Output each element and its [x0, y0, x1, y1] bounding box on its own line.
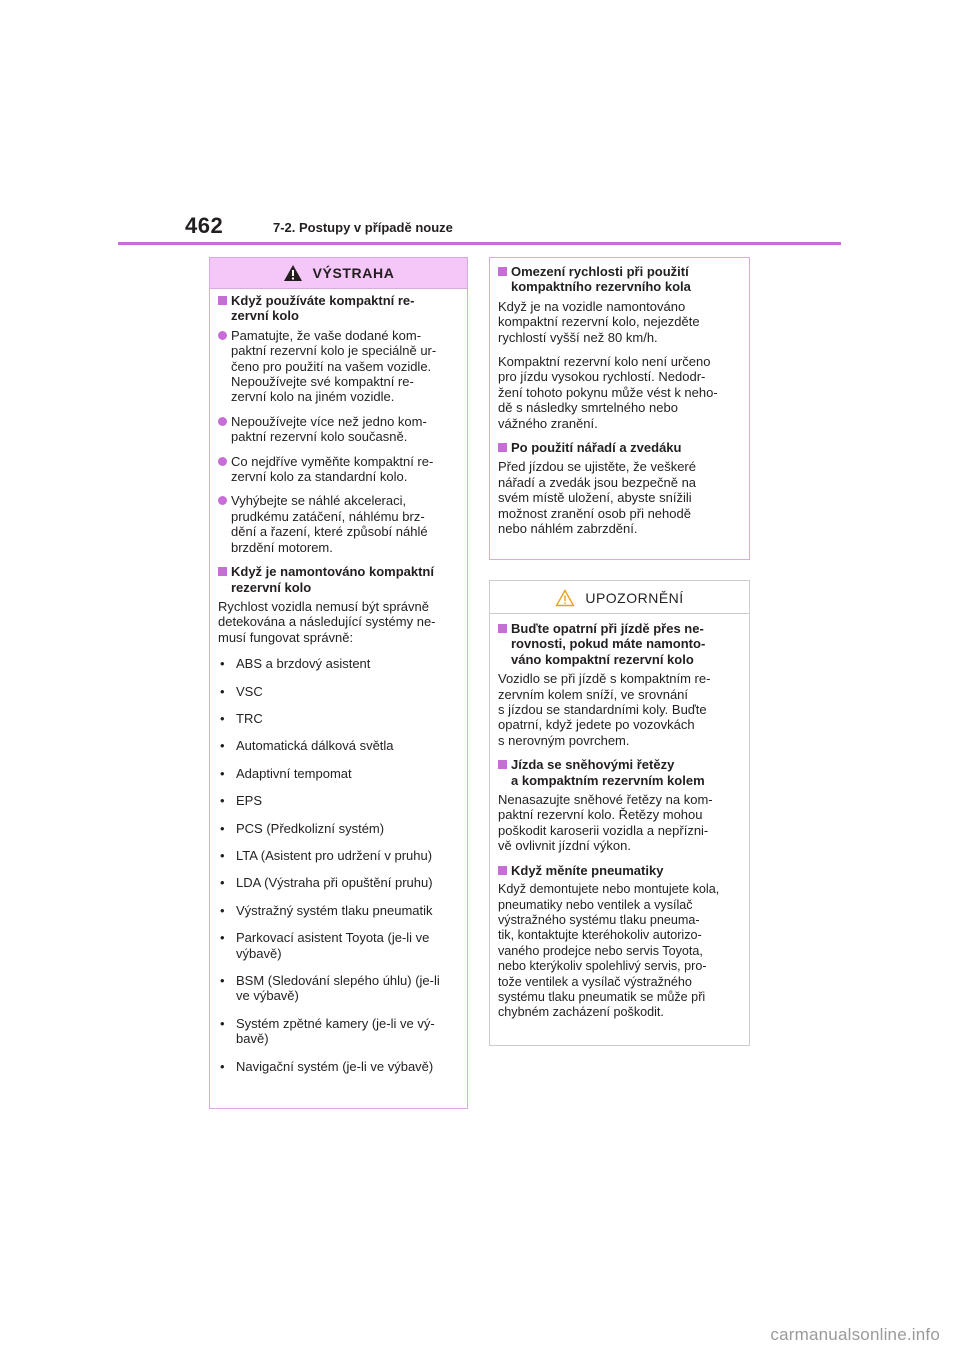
square-bullet-icon — [218, 296, 227, 305]
header-rule — [118, 242, 841, 245]
item-text: ABS a brzdový asistent — [236, 656, 371, 672]
paragraph: Před jízdou se ujistěte, že veškeré nářadí a zvedák jsou bezpečně na svém místě uložení, abyste snížili možnost zranění osob při nehodě nebo náhlém zabrzdění. — [498, 459, 697, 537]
list-item: • Výstražný systém tlaku pneumatik — [220, 902, 433, 918]
list-item: • BSM (Sledování slepého úhlu) (je-li ve výbavě) — [220, 973, 440, 1004]
item-text: LDA (Výstraha při opuštění pruhu) — [236, 875, 433, 891]
heading-text: Buďte opatrní při jízdě přes ne- rovnosti, pokud máte namonto- váno kompaktní rezervní kolo — [511, 621, 706, 667]
square-bullet-icon — [498, 624, 507, 633]
paragraph: Když je na vozidle namontováno kompaktní rezervní kolo, nejezděte rychlostí vyšší než 80 km/h. — [498, 298, 700, 345]
heading-text: Po použití nářadí a zvedáku — [511, 440, 682, 456]
round-bullet-icon — [218, 331, 227, 340]
list-item: • LDA (Výstraha při opuštění pruhu) — [220, 875, 433, 891]
heading-text: Jízda se sněhovými řetězy a kompaktním rezervním kolem — [511, 757, 705, 788]
list-item: • EPS — [220, 793, 263, 809]
item-text: Adaptivní tempomat — [236, 765, 352, 781]
heading-text: Když je namontováno kompaktní rezervní kolo — [231, 564, 434, 595]
bullet-text: Nepoužívejte více než jedno kom- paktní rezervní kolo současně. — [231, 413, 427, 445]
list-item: • Systém zpětné kamery (je-li ve vý- bavě) — [220, 1015, 435, 1047]
notice-box — [489, 580, 750, 1046]
section-heading — [498, 264, 739, 295]
item-text: Navigační systém (je-li ve výbavě) — [236, 1058, 434, 1074]
list-item: • Adaptivní tempomat — [220, 765, 352, 781]
item-text: Systém zpětné kamery (je-li ve vý- bavě) — [236, 1015, 435, 1047]
list-item: • TRC — [220, 710, 263, 726]
list-item — [218, 414, 457, 445]
paragraph: Rychlost vozidla nemusí být správně detekována a následující systémy ne- musí fungovat správně: — [218, 598, 436, 645]
square-bullet-icon — [498, 443, 507, 452]
notice-box-header — [490, 581, 749, 614]
section-heading — [498, 863, 739, 878]
list-item: • Automatická dálková světla — [220, 738, 394, 754]
paragraph: Kompaktní rezervní kolo není určeno pro jízdu vysokou rychlostí. Nedodr- žení tohoto pokynu může vést k neho- dě s následky smrtelného nebo vážného zranění. — [498, 354, 718, 431]
section-heading — [498, 440, 739, 455]
bullet-text: Co nejdříve vyměňte kompaktní re- zervní kolo za standardní kolo. — [231, 453, 434, 485]
warning-box-continued — [489, 257, 750, 560]
item-text: TRC — [236, 710, 263, 726]
item-text: Výstražný systém tlaku pneumatik — [236, 902, 433, 918]
page-number: 462 — [185, 213, 224, 238]
round-bullet-icon — [218, 417, 227, 426]
paragraph: Vozidlo se při jízdě s kompaktním re- zervním kolem sníží, ve srovnání s jízdou se standardními koly. Buďte opatrní, když jedete po vozovkách s nerovným povrchem. — [498, 671, 711, 748]
item-text: EPS — [236, 793, 263, 809]
item-text: VSC — [236, 683, 263, 699]
notice-box-title: UPOZORNĚNÍ — [585, 590, 684, 606]
list-item — [218, 328, 457, 405]
warning-box — [209, 257, 468, 1109]
section-heading — [498, 757, 739, 788]
square-bullet-icon — [498, 760, 507, 769]
list-item — [218, 454, 457, 485]
list-item: • Parkovací asistent Toyota (je-li ve výbavě) — [220, 930, 430, 961]
list-item: • ABS a brzdový asistent — [220, 656, 371, 672]
list-item: • VSC — [220, 683, 263, 699]
list-item: • PCS (Předkolizní systém) — [220, 820, 385, 836]
bullet-text: Pamatujte, že vaše dodané kom- paktní rezervní kolo je speciálně ur- čeno pro použití na vašem vozidle. Nepoužívejte své kompaktní re- zervní kolo na jiném vozidle. — [231, 327, 437, 405]
item-text: BSM (Sledování slepého úhlu) (je-li ve výbavě) — [236, 973, 440, 1004]
warning-triangle-icon — [283, 264, 303, 282]
watermark: carmanualsonline.info — [770, 1325, 940, 1344]
section-heading — [218, 293, 457, 324]
item-text: Automatická dálková světla — [236, 738, 394, 754]
list-item: • Navigační systém (je-li ve výbavě) — [220, 1058, 434, 1074]
item-text: Parkovací asistent Toyota (je-li ve výbavě) — [236, 930, 430, 961]
square-bullet-icon — [498, 866, 507, 875]
heading-text: Omezení rychlosti při použití kompaktního rezervního kola — [511, 264, 691, 295]
square-bullet-icon — [498, 267, 507, 276]
warning-box-title: VÝSTRAHA — [312, 265, 395, 281]
section-heading — [218, 564, 457, 595]
paragraph: Když demontujete nebo montujete kola, pneumatiky nebo ventilek a vysílač výstražného systému tlaku pneuma- tik, kontaktujte kteréhokoliv autorizo- vaného prodejce nebo servis Toyota, nebo kterýkoliv spolehlivý servis, pro- tože ventilek a vysílač výstražného systému tlaku pneumatik se může při chybném zacházení poškodit. — [498, 882, 720, 1020]
section-heading — [498, 621, 739, 667]
square-bullet-icon — [218, 567, 227, 576]
bullet-text: Vyhýbejte se náhlé akceleraci, prudkému zatáčení, náhlému brz- dění a řazení, které způsobí náhlé brzdění motorem. — [231, 493, 428, 555]
caution-triangle-icon — [555, 589, 575, 607]
section-title: 7-2. Postupy v případě nouze — [273, 220, 453, 235]
item-text: PCS (Předkolizní systém) — [236, 820, 385, 836]
heading-text: Když měníte pneumatiky — [511, 862, 664, 878]
item-text: LTA (Asistent pro udržení v pruhu) — [236, 847, 433, 863]
round-bullet-icon — [218, 496, 227, 505]
round-bullet-icon — [218, 457, 227, 466]
list-item — [218, 493, 457, 555]
heading-text: Když používáte kompaktní re- zervní kolo — [231, 293, 415, 324]
warning-box-header — [210, 258, 467, 289]
list-item: • LTA (Asistent pro udržení v pruhu) — [220, 847, 433, 863]
paragraph: Nenasazujte sněhové řetězy na kom- paktní rezervní kolo. Řetězy mohou poškodit karoserii vozidla a nepřízni- vě ovlivnit jízdní výkon. — [498, 792, 713, 854]
